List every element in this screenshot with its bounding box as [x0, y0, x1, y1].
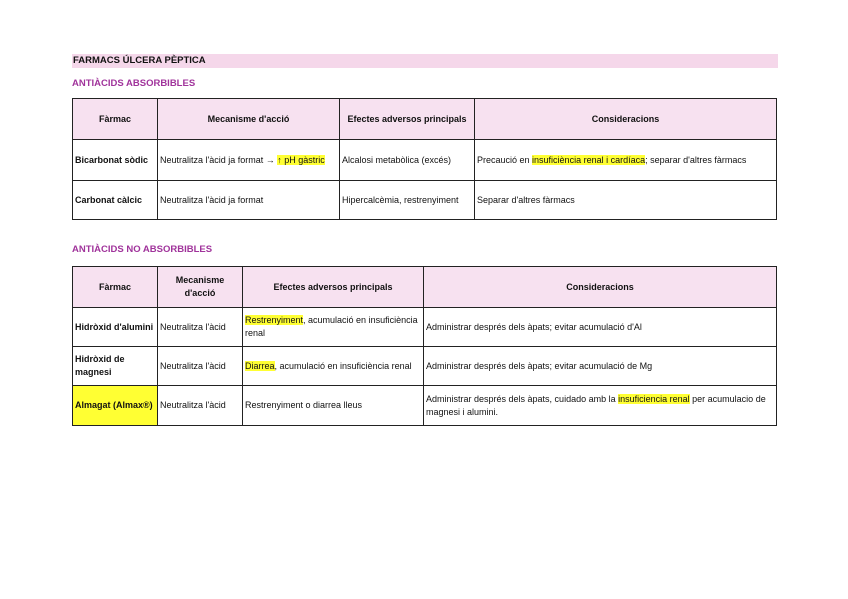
cell-text: ; separar d'altres fàrmacs: [645, 154, 747, 165]
header-farmac: Fàrmac: [73, 267, 158, 308]
table-row: [73, 347, 777, 386]
cell-efectes: [243, 308, 424, 347]
cell-text: per acumulacio de magnesi i alumini.: [426, 393, 766, 417]
cell-efectes: [243, 347, 424, 386]
table-absorbibles: [72, 98, 777, 220]
table-row: [73, 140, 777, 181]
cell-text: Precaució en: [477, 154, 533, 165]
section-heading-absorbibles: ANTIÀCIDS ABSORBIBLES: [72, 78, 196, 89]
cell-consideracions: Separar d'altres fàrmacs: [475, 181, 777, 220]
table-row: [73, 181, 777, 220]
document-title: FARMACS ÚLCERA PÈPTICA: [72, 54, 778, 68]
table-row: [73, 308, 777, 347]
cell-text: , acumulació en insuficiència renal: [274, 360, 412, 371]
cell-mecanisme: Neutralitza l'àcid: [158, 386, 243, 426]
highlighted-text: insuficiencia renal: [618, 393, 690, 404]
cell-efectes: Hipercalcèmia, restrenyiment: [340, 181, 475, 220]
cell-mecanisme: [158, 140, 340, 181]
section-heading-no-absorbibles: ANTIÀCIDS NO ABSORBIBLES: [72, 244, 213, 255]
table-header-row: [73, 267, 777, 308]
cell-consideracions: Administrar després dels àpats; evitar acumulació d'Al: [424, 308, 777, 347]
table-header-row: [73, 99, 777, 140]
header-consideracions: Consideracions: [424, 267, 777, 308]
highlighted-text: Restrenyiment: [245, 315, 304, 325]
highlighted-text: ↑ pH gàstric: [277, 154, 325, 165]
header-mecanisme: Mecanisme d'acció: [158, 267, 243, 308]
cell-farmac: Hidròxid de magnesi: [73, 347, 158, 386]
cell-farmac: Almagat (Almax®): [73, 386, 158, 426]
cell-mecanisme: Neutralitza l'àcid ja format: [158, 181, 340, 220]
cell-mecanisme: Neutralitza l'àcid: [158, 347, 243, 386]
cell-farmac: Hidròxid d'alumini: [73, 308, 158, 347]
cell-farmac: Bicarbonat sòdic: [73, 140, 158, 181]
highlighted-text: insuficiència renal i cardíaca: [532, 154, 646, 165]
header-mecanisme: Mecanisme d'acció: [158, 99, 340, 140]
header-efectes: Efectes adversos principals: [340, 99, 475, 140]
header-farmac: Fàrmac: [73, 99, 158, 140]
cell-text: Neutralitza l'àcid ja format →: [160, 154, 278, 165]
cell-text: , acumulació en insuficiència renal: [245, 315, 418, 338]
header-consideracions: Consideracions: [475, 99, 777, 140]
highlighted-text: Diarrea: [245, 360, 275, 371]
cell-consideracions: [475, 140, 777, 181]
table-row: [73, 386, 777, 426]
table-no-absorbibles: [72, 266, 777, 426]
cell-text: Administrar després dels àpats, cuidado amb la: [426, 393, 619, 404]
cell-efectes: Restrenyiment o diarrea lleus: [243, 386, 424, 426]
cell-efectes: Alcalosi metabòlica (excés): [340, 140, 475, 181]
header-efectes: Efectes adversos principals: [243, 267, 424, 308]
cell-farmac: Carbonat càlcic: [73, 181, 158, 220]
cell-consideracions: Administrar després dels àpats; evitar acumulació de Mg: [424, 347, 777, 386]
cell-mecanisme: Neutralitza l'àcid: [158, 308, 243, 347]
cell-consideracions: [424, 386, 777, 426]
